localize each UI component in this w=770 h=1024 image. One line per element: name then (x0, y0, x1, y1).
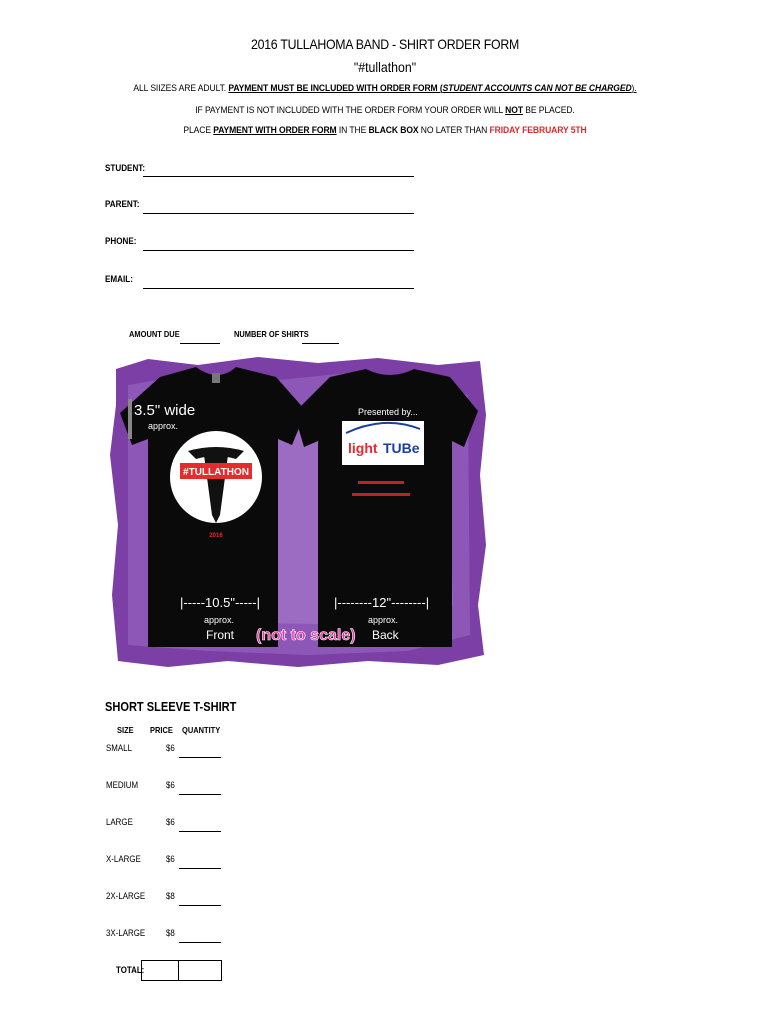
quantity-xlarge[interactable] (179, 867, 221, 869)
student-field[interactable] (143, 175, 414, 177)
size-large: LARGE (106, 817, 133, 827)
email-label: EMAIL: (105, 274, 133, 284)
notice-line-3 (39, 125, 732, 136)
tag-label (212, 373, 220, 383)
back-measure-approx: approx. (368, 615, 399, 625)
notice-close-paren: ). (631, 83, 637, 94)
shirt-design-image (108, 355, 488, 670)
phone-label: PHONE: (105, 236, 137, 246)
notice-black-box: BLACK BOX (368, 125, 419, 136)
size-3xlarge: 3X-LARGE (106, 928, 146, 938)
notice-payment-required: PAYMENT MUST BE INCLUDED WITH ORDER FORM ( (228, 83, 443, 94)
price-medium: $6 (166, 780, 175, 790)
sponsor-name-b: TUBe (383, 440, 420, 456)
front-width-text: 3.5" wide (134, 402, 196, 419)
amount-due-label: AMOUNT DUE (129, 329, 180, 339)
price-large: $6 (166, 817, 175, 827)
size-xlarge: X-LARGE (106, 854, 141, 864)
notice-place: PLACE (183, 125, 214, 136)
front-approx-text: approx. (148, 421, 179, 431)
notice-in-the: IN THE (336, 125, 369, 136)
section-title: SHORT SLEEVE T-SHIRT (105, 699, 237, 714)
price-2xlarge: $8 (166, 891, 175, 901)
size-header: SIZE (117, 725, 134, 735)
total-box[interactable] (141, 960, 222, 981)
quantity-2xlarge[interactable] (179, 904, 221, 906)
number-of-shirts-label: NUMBER OF SHIRTS (234, 329, 309, 339)
logo-year: 2016 (209, 533, 223, 539)
form-subtitle: "#tullathon" (353, 59, 417, 75)
email-field[interactable] (143, 287, 414, 289)
notice-not: NOT (505, 105, 523, 116)
price-3xlarge: $8 (166, 928, 175, 938)
price-header: PRICE (150, 725, 173, 735)
notice-payment-with-form: PAYMENT WITH ORDER FORM (213, 125, 337, 136)
price-xlarge: $6 (166, 854, 175, 864)
presented-by-text: Presented by... (358, 407, 418, 417)
sponsor-name-a: light (348, 440, 378, 456)
parent-field[interactable] (143, 212, 414, 214)
quantity-3xlarge[interactable] (179, 941, 221, 943)
not-to-scale-text: (not to scale) (256, 627, 356, 644)
notice-deadline: FRIDAY FEBRUARY 5TH (489, 125, 587, 136)
notice-no-student-accounts: STUDENT ACCOUNTS CAN NOT BE CHARGED (442, 83, 632, 94)
notice-line-1 (39, 83, 732, 94)
size-small: SMALL (106, 743, 132, 753)
quantity-header: QUANTITY (182, 725, 221, 735)
size-2xlarge: 2X-LARGE (106, 891, 146, 901)
front-label: Front (206, 628, 235, 642)
parent-label: PARENT: (105, 199, 140, 209)
form-title: 2016 TULLAHOMA BAND - SHIRT ORDER FORM (251, 36, 519, 52)
sleeve-print (128, 399, 132, 439)
quantity-large[interactable] (179, 830, 221, 832)
number-of-shirts-field[interactable] (302, 342, 339, 344)
sponsor-url-2 (352, 493, 410, 496)
front-measure-approx: approx. (204, 615, 235, 625)
back-measure: |--------12"--------| (334, 595, 430, 610)
student-label: STUDENT: (105, 163, 146, 173)
size-medium: MEDIUM (106, 780, 139, 790)
amount-due-field[interactable] (180, 342, 220, 344)
price-small: $6 (166, 743, 175, 753)
notice-no-later: NO LATER THAN (418, 125, 490, 136)
total-label: TOTAL: (116, 965, 145, 975)
phone-field[interactable] (143, 249, 414, 251)
notice-line-2 (39, 105, 732, 116)
front-measure: |-----10.5"-----| (180, 595, 260, 610)
notice-line2-start: IF PAYMENT IS NOT INCLUDED WITH THE ORDER FORM YOUR ORDER WILL (195, 105, 506, 116)
quantity-small[interactable] (179, 756, 221, 758)
notice-line2-end: BE PLACED. (522, 105, 575, 116)
notice-adult-sizes: ALL SIIZES ARE ADULT. (133, 83, 229, 94)
total-cell-divider (178, 961, 179, 980)
quantity-medium[interactable] (179, 793, 221, 795)
logo-text: #TULLATHON (183, 467, 249, 478)
back-label: Back (372, 628, 399, 642)
sponsor-url-1 (358, 481, 404, 484)
